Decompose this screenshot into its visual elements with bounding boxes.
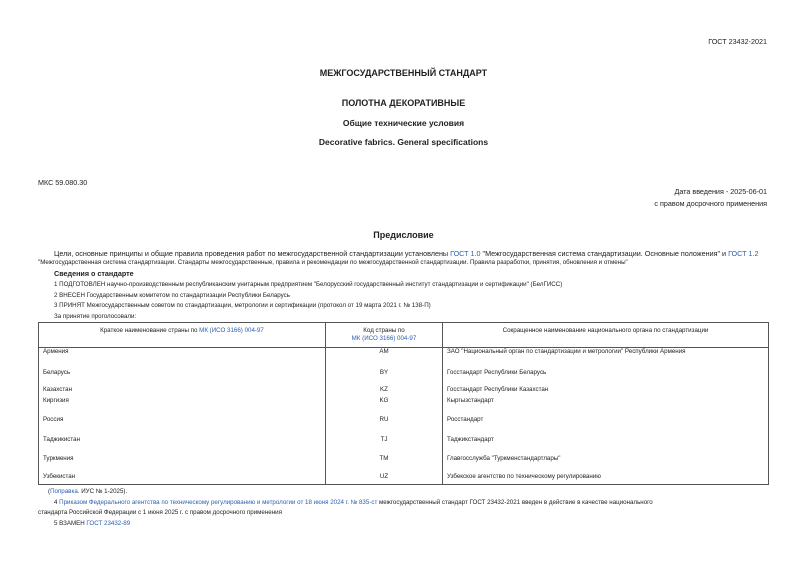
item-4-order-line1 [54,499,653,506]
item-5-text: 5 ВЗАМЕН [54,520,87,527]
country-cell: Таджикистан [39,436,326,455]
gost-23432-89-link[interactable]: ГОСТ 23432-89 [86,520,131,527]
header-text: Краткое наименование страны по [100,327,200,334]
item-2-submitted: 2 ВНЕСЕН Государственным комитетом по стандартизации Республики Беларусь [54,292,290,299]
standard-type-title: МЕЖГОСУДАРСТВЕННЫЙ СТАНДАРТ [319,68,488,78]
table-header-row [39,323,769,348]
body-cell: Таджикстандарт [443,436,769,455]
mks-code: МКС 59.080.30 [38,178,88,187]
body-cell: Госстандарт Республики Казахстан [443,386,769,397]
amendment-text: ( [48,488,51,495]
country-cell: Армения [39,348,326,369]
column-header-code [326,323,443,348]
code-cell: BY [326,369,443,386]
table-row [39,348,769,369]
voted-label: За принятие проголосовали: [54,313,137,320]
body-cell: ЗАО "Национальный орган по стандартизации и метрологии" Республики Армения [443,348,769,369]
document-code: ГОСТ 23432-2021 [708,37,767,46]
item-5-replaces [54,520,130,527]
code-cell: RU [326,416,443,436]
body-cell: Росстандарт [443,416,769,436]
standard-subtitle: Общие технические условия [342,118,465,128]
standard-info-heading: Сведения о стандарте [54,269,134,278]
table-row [39,436,769,455]
amendment-text: . ИУС № 1-2025). [77,488,128,495]
standard-english-title: Decorative fabrics. General specifications [318,137,489,147]
item-3-adopted: 3 ПРИНЯТ Межгосударственным советом по стандартизации, метрологии и сертификации (протокол от 19 марта 2021 г. № 138-П) [54,302,431,309]
code-cell: UZ [326,473,443,485]
country-cell: Россия [39,416,326,436]
table-row [39,369,769,386]
countries-table [38,322,769,485]
code-cell: KZ [326,386,443,397]
body-cell: Узбекское агентство по техническому регулированию [443,473,769,485]
table-row [39,416,769,436]
item-1-prepared: 1 ПОДГОТОВЛЕН научно-производственным республиканским унитарным предприятием "Белорусский государственный институт стандартизации и сертификации" (БелГИСС) [54,281,563,288]
code-cell: TM [326,455,443,473]
country-cell: Узбекистан [39,473,326,485]
table-row [39,386,769,397]
column-header-country [39,323,326,348]
foreword-paragraph-line2: "Межгосударственная система стандартизации. Стандарты межгосударственные, правила и рекомендации по межгосударственной стандартизации. Правила разработки, принятия, обновления и отмены" [38,259,628,266]
country-cell: Киргизия [39,397,326,416]
gost-1-2-link[interactable]: ГОСТ 1.2 [728,249,759,258]
table-row [39,397,769,416]
country-cell: Беларусь [39,369,326,386]
item-4-text: межгосударственный стандарт ГОСТ 23432-2021 введен в действие в качестве национального [377,499,653,506]
country-cell: Туркмения [39,455,326,473]
amendment-note [48,488,127,495]
mk-iso-link[interactable]: МК (ИСО 3166) 004-97 [351,335,417,342]
code-cell: KG [326,397,443,416]
foreword-paragraph-line1 [54,249,758,258]
standard-name-title: ПОЛОТНА ДЕКОРАТИВНЫЕ [341,98,466,108]
order-link[interactable]: Приказом Федерального агентства по техническому регулированию и метрологии от 18 июня 2024 г. № 835-ст [59,499,378,506]
foreword-text: "Межгосударственная система стандартизации. Основные положения" и [480,249,729,258]
item-4-order-line2: стандарта Российской Федерации с 1 июня 2025 г. с правом досрочного применения [38,509,282,516]
early-application-note: с правом досрочного применения [654,199,767,208]
amendment-link[interactable]: Поправка [50,488,78,495]
foreword-text: Цели, основные принципы и общие правила проведения работ по межгосударственной стандартизации установлены [54,249,451,258]
body-cell: Кыргызстандарт [443,397,769,416]
column-header-body: Сокращенное наименование национального органа по стандартизации [443,323,769,348]
gost-1-0-link[interactable]: ГОСТ 1.0 [450,249,481,258]
mk-iso-link[interactable]: МК (ИСО 3166) 004-97 [199,327,264,334]
body-cell: Главгосслужба "Туркменстандартлары" [443,455,769,473]
code-cell: TJ [326,436,443,455]
table-row [39,455,769,473]
table-row [39,473,769,485]
foreword-heading: Предисловие [373,230,434,240]
country-cell: Казахстан [39,386,326,397]
intro-date: Дата введения - 2025-06-01 [674,187,767,196]
item-4-text: 4 [54,499,60,506]
body-cell: Госстандарт Республики Беларусь [443,369,769,386]
code-cell: AM [326,348,443,369]
header-text: Код страны по [363,327,405,334]
